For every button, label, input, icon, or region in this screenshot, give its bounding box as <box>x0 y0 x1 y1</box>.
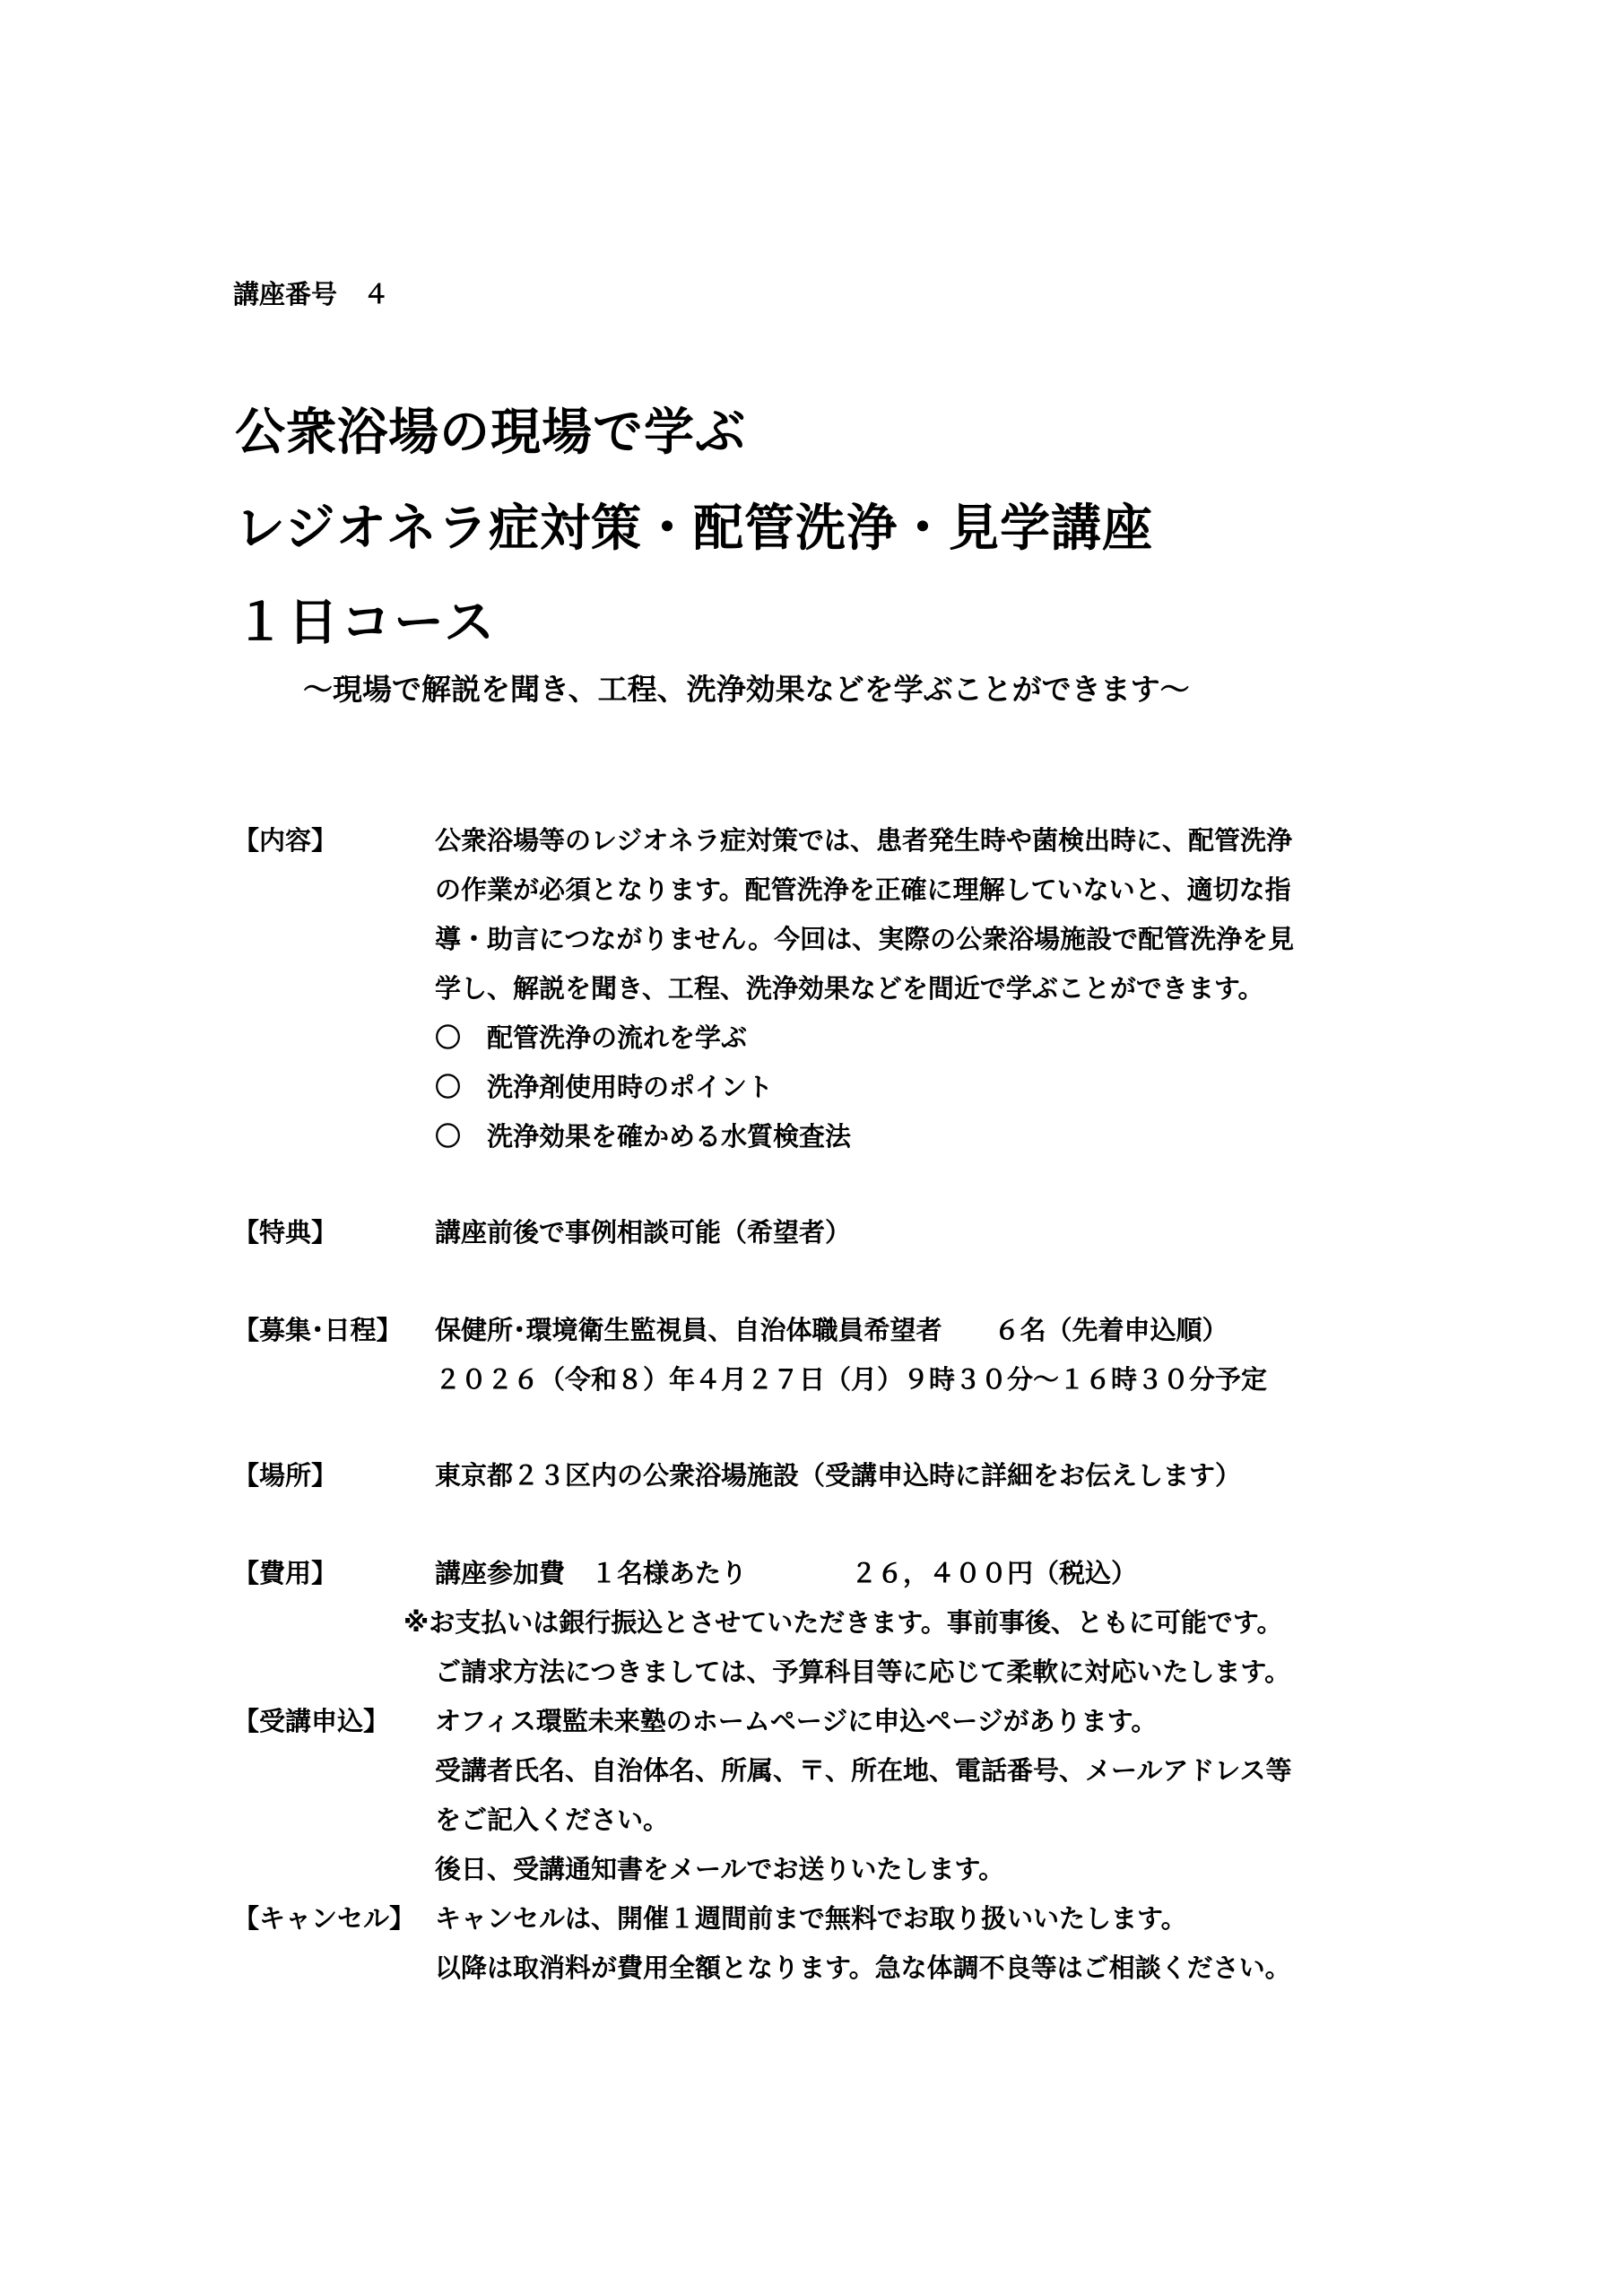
apply-label: 【受講申込】 <box>233 1706 390 1736</box>
cancel-line: キャンセルは、開催１週間前まで無料でお取り扱いいたします。 <box>435 1903 1187 1934</box>
content-bullet: 〇 洗浄剤使用時のポイント <box>435 1072 774 1102</box>
apply-line: オフィス環監未来塾のホームページに申込ページがあります。 <box>435 1706 1158 1736</box>
benefit-label: 【特典】 <box>233 1217 338 1248</box>
title-line-2: レジオネラ症対策・配管洗浄・見学講座 <box>235 500 1154 558</box>
benefit-text: 講座前後で事例相談可能（希望者） <box>435 1217 852 1248</box>
course-number: 講座番号 ４ <box>233 279 390 309</box>
recruit-label: 【募集･日程】 <box>233 1315 403 1345</box>
content-bullet: 〇 配管洗浄の流れを学ぶ <box>435 1022 748 1053</box>
subtitle: ～現場で解説を聞き、工程、洗浄効果などを学ぶことができます～ <box>303 672 1190 707</box>
cost-note: ※お支払いは銀行振込とさせていただきます。事前事後、ともに可能です。 <box>404 1607 1283 1638</box>
cost-note: ご請求方法につきましては、予算科目等に応じて柔軟に対応いたします。 <box>435 1657 1291 1687</box>
content-bullet: 〇 洗浄効果を確かめる水質検査法 <box>435 1121 852 1152</box>
content-line: 公衆浴場等のレジオネラ症対策では、患者発生時や菌検出時に、配管洗浄 <box>435 825 1292 856</box>
content-line: 導・助言につながりません。今回は、実際の公衆浴場施設で配管洗浄を見 <box>435 924 1295 954</box>
schedule-line: ２０２６（令和８）年４月２７日（月）９時３０分～１６時３０分予定 <box>435 1364 1268 1395</box>
content-label: 【内容】 <box>233 825 338 856</box>
apply-line: 後日、受講通知書をメールでお送りいたします。 <box>435 1854 1005 1884</box>
cancel-line: 以降は取消料が費用全額となります。急な体調不良等はご相談ください。 <box>435 1952 1291 1983</box>
place-label: 【場所】 <box>233 1460 338 1491</box>
apply-line: 受講者氏名、自治体名、所属、〒、所在地、電話番号、メールアドレス等 <box>435 1755 1292 1786</box>
title-line-1: 公衆浴場の現場で学ぶ <box>235 404 746 462</box>
apply-line: をご記入ください。 <box>435 1805 670 1835</box>
cost-line: 講座参加費 １名様あたり ２６，４００円（税込） <box>435 1558 1138 1588</box>
cost-label: 【費用】 <box>233 1558 338 1588</box>
title-line-3: １日コース <box>235 594 498 652</box>
content-line: 学し、解説を聞き、工程、洗浄効果などを間近で学ぶことができます。 <box>435 973 1264 1004</box>
cancel-label: 【キャンセル】 <box>233 1903 416 1934</box>
place-text: 東京都２３区内の公衆浴場施設（受講申込時に詳細をお伝えします） <box>435 1460 1242 1491</box>
recruit-line: 保健所･環境衛生監視員、自治体職員希望者 ６名（先着申込順） <box>435 1315 1228 1345</box>
content-line: の作業が必須となります。配管洗浄を正確に理解していないと、適切な指 <box>435 874 1291 905</box>
